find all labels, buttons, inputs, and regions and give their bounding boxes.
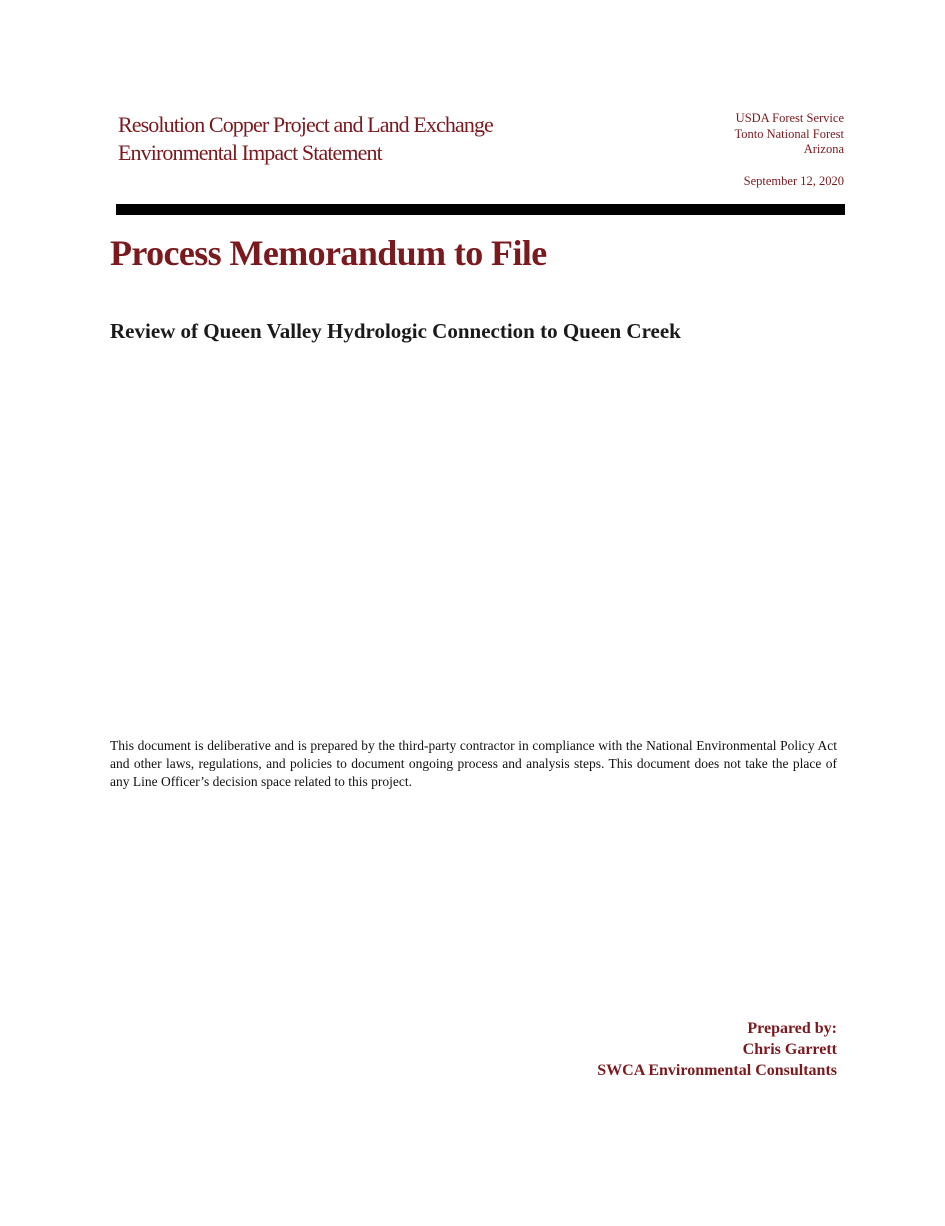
- preparer-organization: SWCA Environmental Consultants: [597, 1062, 837, 1079]
- state-name: Arizona: [803, 142, 844, 156]
- project-title-line-1: Resolution Copper Project and Land Exchange: [118, 112, 493, 137]
- preparer-name: Chris Garrett: [742, 1041, 837, 1058]
- memo-title: Process Memorandum to File: [110, 233, 547, 273]
- agency-name: USDA Forest Service: [735, 111, 844, 125]
- project-title: [118, 111, 638, 167]
- forest-name: Tonto National Forest: [734, 126, 844, 141]
- project-title-line-2: Environmental Impact Statement: [118, 140, 382, 165]
- prepared-by-label: Prepared by:: [747, 1020, 837, 1037]
- prepared-by-block: [597, 1018, 837, 1081]
- agency-block: [734, 111, 844, 158]
- header-divider: [116, 204, 845, 215]
- memo-subtitle: Review of Queen Valley Hydrologic Connection to Queen Creek: [110, 319, 681, 343]
- document-date: September 12, 2020: [743, 174, 844, 188]
- disclaimer-paragraph: This document is deliberative and is prepared by the third-party contractor in compliance with the National Environmental Policy Act and other laws, regulations, and policies to document ongoing process and analysis steps. This document does not take the place of any Line Officer’s decision space related to this project.: [110, 738, 837, 789]
